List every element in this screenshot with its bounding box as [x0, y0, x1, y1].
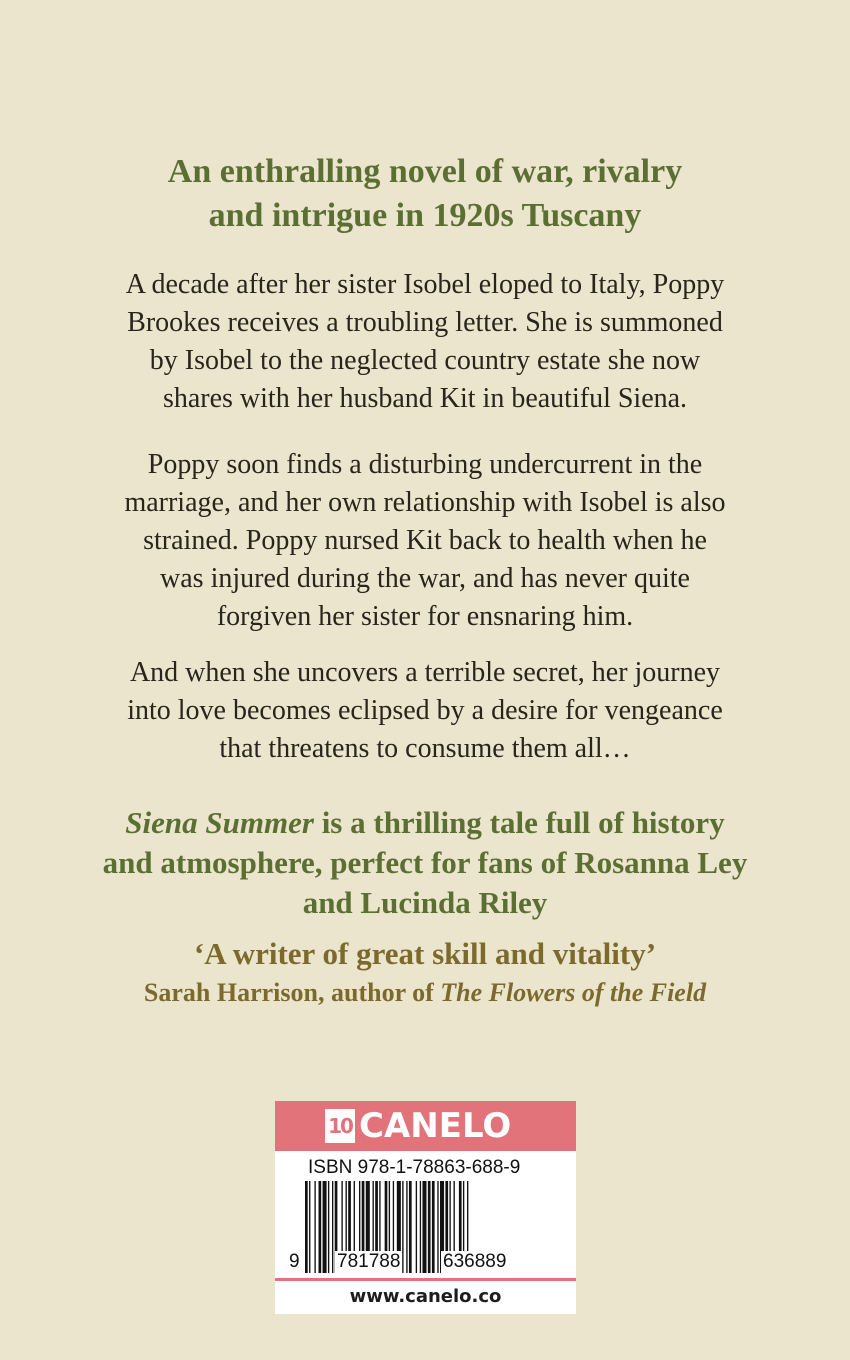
- tagline-text: is a thrilling tale full of history: [313, 805, 725, 840]
- headline-line: An enthralling novel of war, rivalry: [167, 153, 683, 190]
- blurb-line: Poppy soon finds a disturbing undercurrent in the: [147, 449, 703, 480]
- blurb-line: strained. Poppy nursed Kit back to health when he: [143, 525, 707, 556]
- barcode-numbers: [283, 1247, 563, 1277]
- barcode-digit-first: 9: [289, 1251, 300, 1272]
- tagline: [40, 803, 810, 923]
- barcode-digits-left: 781788: [337, 1251, 401, 1272]
- review-quote: ‘A writer of great skill and vitality’: [193, 936, 657, 971]
- blurb-line: was injured during the war, and has never quite: [160, 563, 690, 594]
- tagline-line: and atmosphere, perfect for fans of Rosanna Ley: [102, 845, 748, 880]
- label-divider: [275, 1278, 576, 1281]
- headline: [0, 150, 850, 238]
- blurb-line: by Isobel to the neglected country estate she now: [149, 345, 701, 376]
- blurb-line: And when she uncovers a terrible secret, her journey: [129, 657, 721, 688]
- blurb-paragraph-2: [60, 446, 790, 636]
- quote-attribution: [0, 976, 850, 1010]
- tagline-line: [40, 803, 810, 843]
- book-title: Siena Summer: [125, 805, 314, 840]
- publisher-logo-icon: 10: [325, 1109, 355, 1143]
- attribution-book-title: The Flowers of the Field: [440, 978, 707, 1007]
- blurb-line: into love becomes eclipsed by a desire for vengeance: [127, 695, 723, 726]
- barcode-digits-right: 636889: [443, 1251, 507, 1272]
- isbn-text: ISBN 978-1-78863-688-9: [308, 1157, 521, 1178]
- blurb-paragraph-1: [60, 266, 790, 418]
- blurb-line: marriage, and her own relationship with Isobel is also: [124, 487, 726, 518]
- blurb-line: A decade after her sister Isobel eloped to Italy, Poppy: [125, 269, 725, 300]
- blurb-paragraph-3: [60, 654, 790, 768]
- barcode-label: [275, 1101, 576, 1314]
- tagline-line: and Lucinda Riley: [302, 885, 548, 920]
- publisher-name: CANELO: [359, 1106, 512, 1146]
- blurb-line: that threatens to consume them all…: [219, 733, 631, 764]
- blurb-line: forgiven her sister for ensnaring him.: [216, 601, 634, 632]
- publisher-url: www.canelo.co: [349, 1286, 502, 1307]
- blurb-line: Brookes receives a troubling letter. She is summoned: [127, 307, 723, 338]
- blurb-line: shares with her husband Kit in beautiful Siena.: [162, 383, 688, 414]
- attribution-text: Sarah Harrison, author of: [143, 978, 441, 1007]
- headline-line: and intrigue in 1920s Tuscany: [208, 197, 642, 234]
- publisher-band: [275, 1101, 576, 1151]
